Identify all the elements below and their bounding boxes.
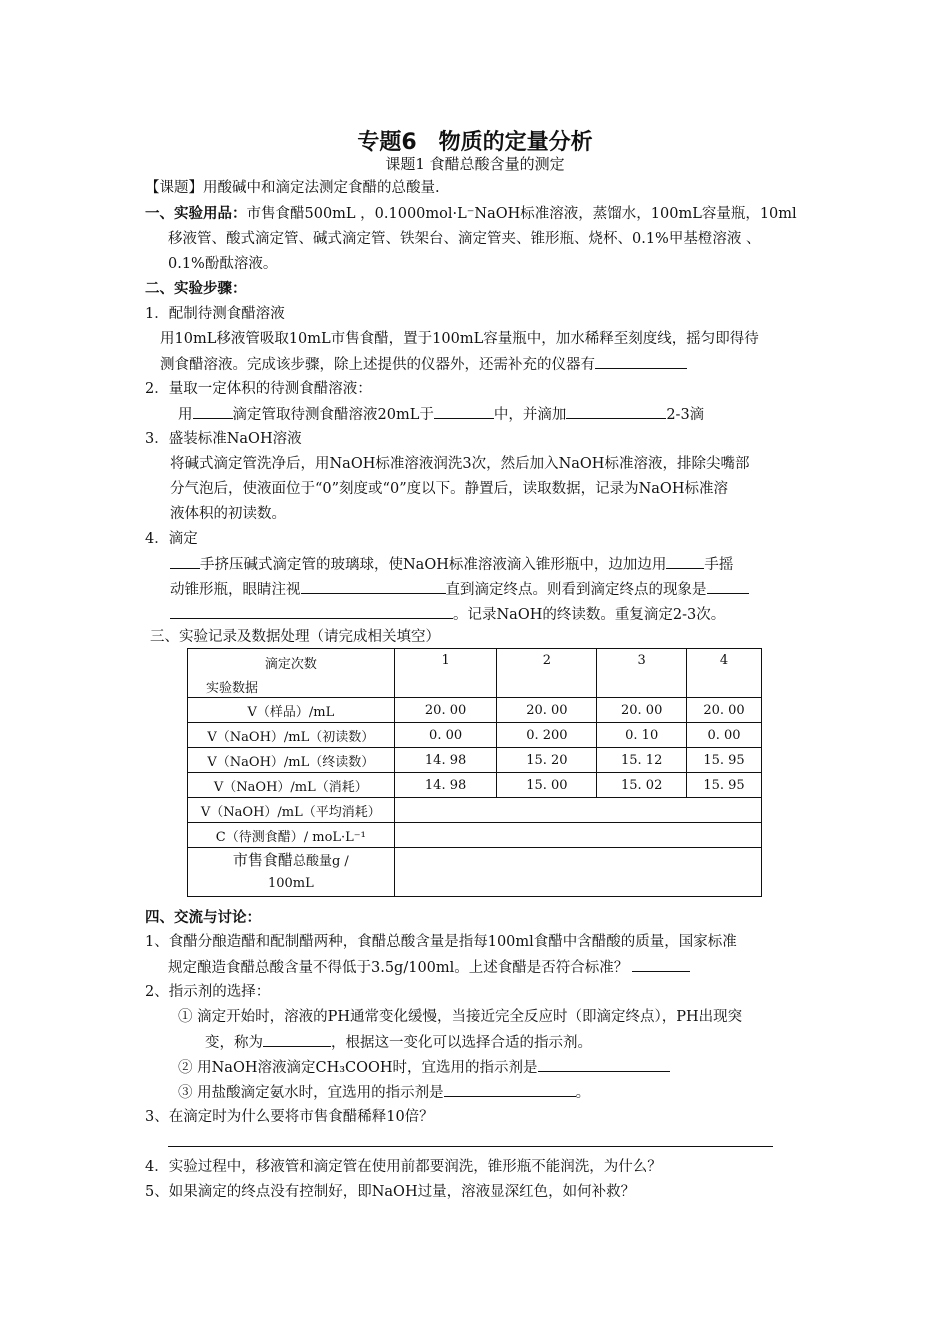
table-row xyxy=(188,723,762,748)
step1-line2 xyxy=(160,354,687,375)
step4-text-b: 手摇 xyxy=(704,557,734,573)
row-label-total-acid xyxy=(188,848,395,897)
step1-title: 1．配制待测食醋溶液 xyxy=(145,306,285,322)
q2-line2 xyxy=(205,1032,592,1053)
answer-blank-endpoint-a[interactable] xyxy=(707,579,749,594)
answer-blank-endpoint-b[interactable] xyxy=(170,604,453,619)
row-label: C（待测食醋）/ moL·L⁻¹ xyxy=(188,823,395,848)
answer-blank-indicator[interactable] xyxy=(566,404,666,419)
data-table xyxy=(187,648,762,897)
section1-line3: 0.1%酚酞溶液。 xyxy=(168,256,278,272)
answer-blank-indicator-acetic[interactable] xyxy=(538,1057,670,1072)
step4-title: 4．滴定 xyxy=(145,531,198,547)
cell: 0. 00 xyxy=(394,723,497,748)
cell: 0. 00 xyxy=(687,723,762,748)
answer-cell-total-acid[interactable] xyxy=(394,848,761,897)
answer-blank-standard[interactable] xyxy=(632,957,690,972)
step1-line2-text: 测食醋溶液。完成该步骤，除上述提供的仪器外，还需补充的仪器有 xyxy=(160,357,595,373)
row-label: V（NaOH）/mL（消耗） xyxy=(188,773,395,798)
step4-text-e: 。记录NaOH的终读数。重复滴定2-3次。 xyxy=(453,607,726,623)
step2-line xyxy=(178,404,704,425)
section1-heading: 一、实验用品： xyxy=(145,206,247,222)
row-label: V（NaOH）/mL（终读数） xyxy=(188,748,395,773)
answer-blank-other-hand[interactable] xyxy=(666,554,704,569)
section2-heading: 二、实验步骤： xyxy=(145,281,247,297)
total-acid-label-a: 市售食醋 xyxy=(232,851,293,869)
cell: 15. 12 xyxy=(597,748,687,773)
col-header-1: 1 xyxy=(394,649,497,698)
step3-line2: 分气泡后，使液面位于“0”刻度或“0”度以下。静置后，读取数据，记录为NaOH标准溶 xyxy=(170,481,728,497)
answer-blank-observe[interactable] xyxy=(301,579,446,594)
header-data-label: 实验数据 xyxy=(206,681,259,696)
cell: 15. 95 xyxy=(687,773,762,798)
cell: 0. 10 xyxy=(597,723,687,748)
cell: 15. 00 xyxy=(497,773,597,798)
answer-line-q3[interactable] xyxy=(168,1146,773,1147)
step2-title: 2．量取一定体积的待测食醋溶液： xyxy=(145,381,372,397)
step4-text-d: 直到滴定终点。则看到滴定终点的现象是 xyxy=(445,582,707,598)
answer-blank-jump[interactable] xyxy=(263,1032,331,1047)
page-subtitle: 课题1 食醋总酸含量的测定 xyxy=(385,155,565,173)
table-row xyxy=(188,748,762,773)
step4-line3 xyxy=(170,604,725,625)
cell: 20. 00 xyxy=(597,698,687,723)
table-row xyxy=(188,698,762,723)
answer-blank-indicator-ammonia[interactable] xyxy=(444,1082,576,1097)
step2-text-d: 2-3滴 xyxy=(666,407,705,423)
table-row-total-acid xyxy=(188,848,762,897)
row-label: V（样品）/mL xyxy=(188,698,395,723)
row-label: V（NaOH）/mL（初读数） xyxy=(188,723,395,748)
q1-line1: 1、食醋分酿造醋和配制醋两种，食醋总酸含量是指每100ml食醋中含醋酸的质量，国家标准 xyxy=(145,934,737,950)
step3-line1: 将碱式滴定管洗净后，用NaOH标准溶液润洗3次，然后加入NaOH标准溶液，排除尖嘴部 xyxy=(170,456,750,472)
step4-text-c: 动锥形瓶，眼睛注视 xyxy=(170,582,301,598)
total-acid-label-c: 100mL xyxy=(267,876,314,891)
total-acid-label-b: 总酸量g / xyxy=(292,854,349,869)
page-title: 专题6 物质的定量分析 xyxy=(357,130,593,155)
step4-line2 xyxy=(170,579,749,600)
q3-line: 3、在滴定时为什么要将市售食醋稀释10倍？ xyxy=(145,1109,434,1125)
section3-heading: 三、实验记录及数据处理（请完成相关填空） xyxy=(150,629,440,645)
q1-line2-text: 规定酿造食醋总酸含量不得低于3.5g/100ml。上述食醋是否符合标准？ xyxy=(168,960,629,976)
table-row-average xyxy=(188,798,762,823)
cell: 14. 98 xyxy=(394,748,497,773)
col-header-3: 3 xyxy=(597,649,687,698)
table-row xyxy=(188,773,762,798)
q5-line: 5、如果滴定的终点没有控制好，即NaOH过量，溶液显深红色，如何补救？ xyxy=(145,1184,636,1200)
q2-line1: ① 滴定开始时，溶液的PH通常变化缓慢，当接近完全反应时（即滴定终点），PH出现突 xyxy=(178,1009,743,1025)
step2-text-c: 中，并滴加 xyxy=(493,407,567,423)
col-header-4: 4 xyxy=(687,649,762,698)
cell: 15. 95 xyxy=(687,748,762,773)
section1-line1 xyxy=(145,204,797,224)
answer-blank-vessel[interactable] xyxy=(434,404,494,419)
q2-line2-text-b: ，根据这一变化可以选择合适的指示剂。 xyxy=(331,1035,592,1051)
q2-line4-text-a: ③ 用盐酸滴定氨水时，宜选用的指示剂是 xyxy=(178,1085,444,1101)
q2-line3 xyxy=(178,1057,670,1078)
cell: 15. 02 xyxy=(597,773,687,798)
col-header-2: 2 xyxy=(497,649,597,698)
q1-line2 xyxy=(168,957,690,978)
table-header-row xyxy=(188,649,762,698)
step1-line1: 用10mL移液管吸取10mL市售食醋，置于100mL容量瓶中，加水稀释至刻度线，摇匀即得待 xyxy=(160,331,759,347)
q2-line2-text-a: 变，称为 xyxy=(205,1035,263,1051)
section1-text1: 市售食醋500mL ，0.1000mol·L⁻NaOH标准溶液，蒸馏水，100mL容量瓶，10ml xyxy=(246,206,797,222)
table-corner-cell xyxy=(188,649,395,698)
q2-line4-text-b: 。 xyxy=(575,1085,591,1101)
table-row-concentration xyxy=(188,823,762,848)
cell: 0. 200 xyxy=(497,723,597,748)
header-titration-count: 滴定次数 xyxy=(264,657,317,672)
step2-text-b: 滴定管取待测食醋溶液20mL于 xyxy=(232,407,434,423)
q2-title: 2、指示剂的选择： xyxy=(145,984,271,1000)
cell: 14. 98 xyxy=(394,773,497,798)
step2-text-a: 用 xyxy=(178,407,193,423)
row-label: V（NaOH）/mL（平均消耗） xyxy=(188,798,395,823)
answer-blank-burette[interactable] xyxy=(193,404,233,419)
step3-title: 3．盛装标准NaOH溶液 xyxy=(145,431,302,447)
section4-heading: 四、交流与讨论： xyxy=(145,910,261,926)
step4-line1 xyxy=(170,554,733,575)
q2-line4 xyxy=(178,1082,590,1103)
answer-blank-instrument[interactable] xyxy=(595,354,687,369)
answer-cell-concentration[interactable] xyxy=(394,823,761,848)
q4-line: 4．实验过程中，移液管和滴定管在使用前都要润洗，锥形瓶不能润洗，为什么？ xyxy=(145,1159,662,1175)
cell: 20. 00 xyxy=(687,698,762,723)
q2-line3-text: ② 用NaOH溶液滴定CH₃COOH时，宜选用的指示剂是 xyxy=(178,1060,538,1076)
answer-blank-hand[interactable] xyxy=(170,554,200,569)
cell: 20. 00 xyxy=(497,698,597,723)
topic-line: 【课题】用酸碱中和滴定法测定食醋的总酸量. xyxy=(145,180,440,196)
step3-line3: 液体积的初读数。 xyxy=(170,506,286,522)
cell: 15. 20 xyxy=(497,748,597,773)
cell: 20. 00 xyxy=(394,698,497,723)
section1-line2: 移液管、酸式滴定管、碱式滴定管、铁架台、滴定管夹、锥形瓶、烧杯、0.1%甲基橙溶液 、 xyxy=(168,231,761,247)
answer-cell-average[interactable] xyxy=(394,798,761,823)
step4-text-a: 手挤压碱式滴定管的玻璃球，使NaOH标准溶液滴入锥形瓶中，边加边用 xyxy=(200,557,667,573)
